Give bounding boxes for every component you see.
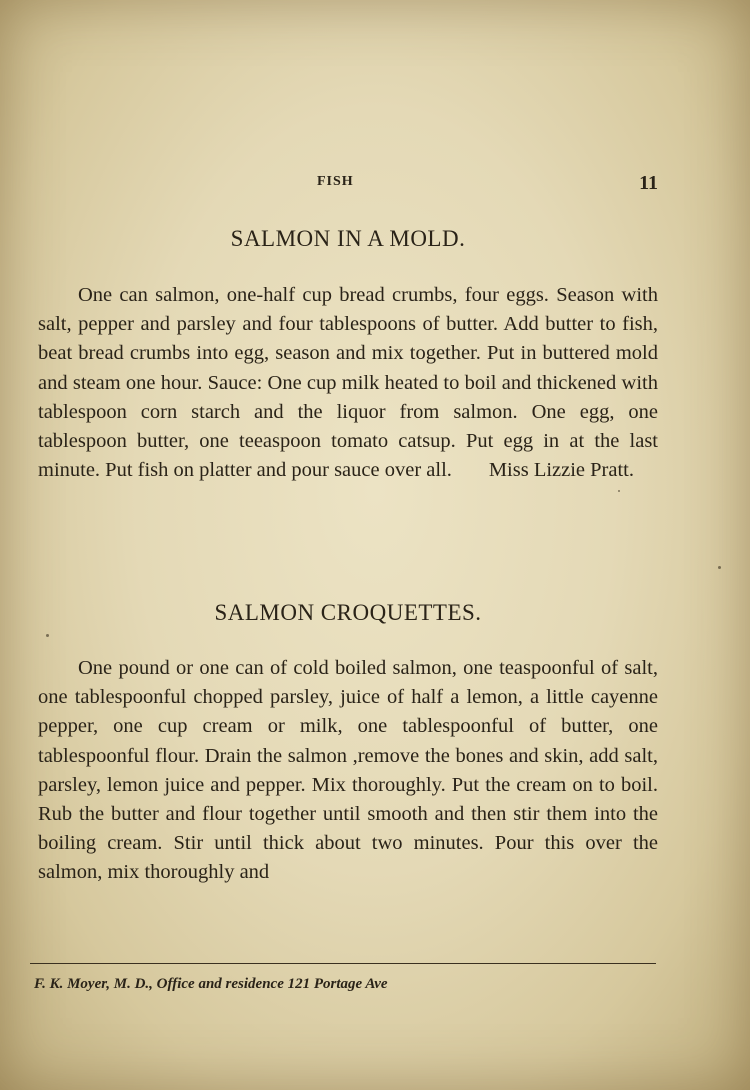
recipe-text: One pound or one can of cold boiled salmon, one teaspoonful of salt, one tablespoonful chopped parsley, juice of half a lemon, a little cayenne pepper, one cup cream or milk, one tablespoonful of butter, one tablespoonful flour. Drain the salmon ,remove the bones and skin, add salt, parsley, lemon juice and pepper. Mix thoroughly. Put the cream on to boil. Rub the butter and flour together until smooth and then stir them into the boiling cream. Stir until thick about two minutes. Pour this over the salmon, mix thoroughly and — [38, 657, 658, 884]
running-head — [40, 172, 658, 196]
footer-divider — [30, 963, 656, 964]
paper-speck — [46, 634, 49, 637]
footer-advertisement: F. K. Moyer, M. D., Office and residence 121 Portage Ave — [34, 976, 388, 992]
recipe-title-salmon-mold: SALMON IN A MOLD. — [230, 226, 466, 251]
paper-speck — [618, 490, 620, 492]
page-number: 11 — [639, 172, 658, 194]
section-label: FISH — [317, 174, 354, 189]
recipe-body-salmon-croquettes — [38, 654, 658, 888]
paper-speck — [718, 566, 721, 569]
recipe-text: One can salmon, one-half cup bread crumbs, four eggs. Season with salt, pepper and parsley and four tablespoons of butter. Add butter to fish, beat bread crumbs into egg, season and mix together. Put in buttered mold and steam one hour. Sauce: One cup milk heated to boil and thickened with tablespoon corn starch and the liquor from salmon. One egg, one tablespoon butter, one teeaspoon tomato catsup. Put egg in at the last minute. Put fish on platter and pour sauce over all. — [38, 284, 658, 482]
recipe-body-salmon-mold — [38, 281, 658, 485]
recipe-credit: Miss Lizzie Pratt. — [488, 459, 634, 482]
recipe-title-salmon-croquettes: SALMON CROQUETTES. — [214, 600, 482, 625]
